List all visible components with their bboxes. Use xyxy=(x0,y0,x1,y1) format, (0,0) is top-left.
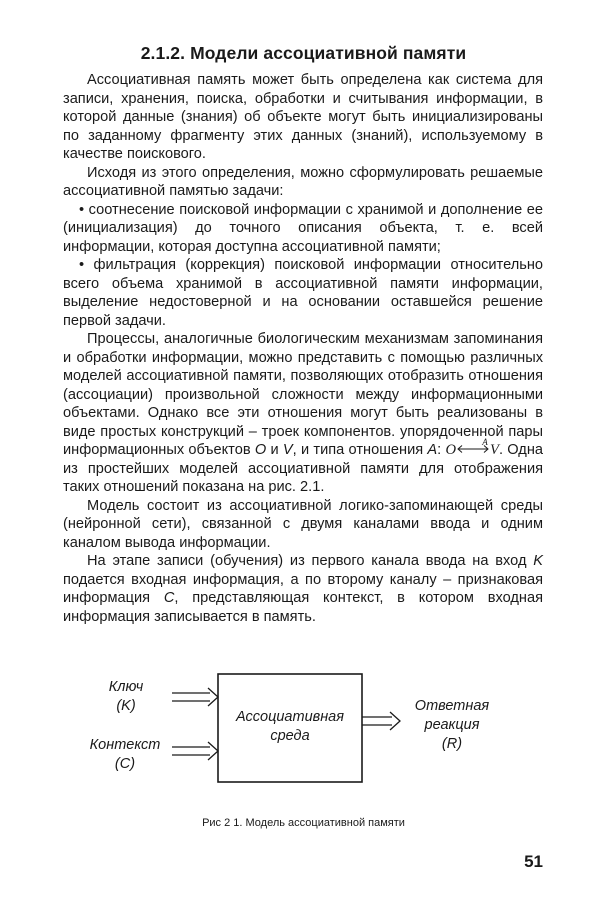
type-of-relation-text: , и типа отношения xyxy=(292,442,428,458)
recording-text-2: подается входная информация, а по второму каналу – признаковая информация xyxy=(63,571,543,606)
paragraph-recording xyxy=(63,552,543,626)
double-arrow-icon xyxy=(456,437,490,455)
input-k: K xyxy=(533,553,543,569)
bullet-item: • фильтрация (коррекция) поисковой информации относительно всего объема хранимой в ассоциативной памяти информации, выделение недостоверной и на основании оставшейся решение первой задачи. xyxy=(63,257,543,329)
colon: : xyxy=(437,442,442,458)
relation-a: A xyxy=(427,442,438,458)
output-label-line1: Ответная xyxy=(414,698,490,714)
associative-memory-diagram xyxy=(80,668,520,798)
input-context-text: Контекст xyxy=(89,737,161,753)
box-label xyxy=(220,708,360,746)
section-title: 2.1.2. Модели ассоциативной памяти xyxy=(140,43,467,63)
paragraph-tasks-intro: Исходя из этого определения, можно сформулировать решаемые ассоциативной памятью задачи: xyxy=(63,164,543,199)
input-key-symbol: (K) xyxy=(116,698,136,714)
after-formula-text: . Одна из простейших моделей ассоциативной памяти для отображения таких отношений показана на рис. 2.1. xyxy=(63,442,544,495)
input-key-label xyxy=(88,678,164,716)
input-key-text: Ключ xyxy=(108,679,144,695)
recording-text-3: , представляющая контекст, в котором входная информация записывается в память. xyxy=(63,590,544,625)
page-number: 51 xyxy=(524,852,543,871)
paragraph-processes-text: Процессы, аналогичные биологическим механизмам запоминания и обработки информации, можно представить с помощью различных моделей ассоциативной памяти, позволяющих отобразить отношения (ассоциации) произвольной сложности между информационными объектами. Однако все эти отношения могут быть реализованы в виде простых конструкций – троек компонентов. упорядоченной пары информационных объектов xyxy=(63,331,543,458)
figure-caption: Рис 2 1. Модель ассоциативной памяти xyxy=(202,817,405,829)
context-c: C xyxy=(163,590,175,606)
output-symbol: (R) xyxy=(441,736,463,752)
object-v: V xyxy=(282,442,293,458)
input-context-symbol: (C) xyxy=(114,756,136,772)
relation-formula xyxy=(445,437,499,458)
formula-v: V xyxy=(490,442,499,458)
output-arrow-response xyxy=(362,712,400,730)
input-arrow-key xyxy=(172,688,218,706)
paragraph-definition: Ассоциативная память может быть определена как система для записи, хранения, поиска, обработки и считывания информации, в которой данные (знания) об объекте могут быть инициализированы по заданному фрагменту этих данных (знаний), используемому в качестве поискового. xyxy=(63,72,543,162)
output-label-line2: реакция xyxy=(424,717,480,733)
object-o: O xyxy=(254,442,267,458)
bullet-item: • соотнесение поисковой информации с хранимой и дополнение ее (инициализация) до точного описания объекта, т. е. всей информации, которая доступна ассоциативной памяти; xyxy=(63,201,543,255)
recording-text-1: На этапе записи (обучения) из первого канала ввода на вход xyxy=(87,553,527,569)
box-label-line2: среда xyxy=(270,728,310,744)
box-label-line1: Ассоциативная xyxy=(236,709,344,725)
output-label xyxy=(402,697,502,754)
body-text xyxy=(63,71,543,626)
paragraph-processes xyxy=(63,330,543,497)
input-context-label xyxy=(80,736,170,774)
input-arrow-context xyxy=(172,742,218,760)
formula-o: O xyxy=(445,442,457,458)
conjunction: и xyxy=(266,442,283,458)
formula-a: A xyxy=(482,437,488,447)
paragraph-model: Модель состоит из ассоциативной логико-запоминающей среды (нейронной сети), связанной с двумя каналами ввода и одним каналом вывода информации. xyxy=(63,497,543,551)
